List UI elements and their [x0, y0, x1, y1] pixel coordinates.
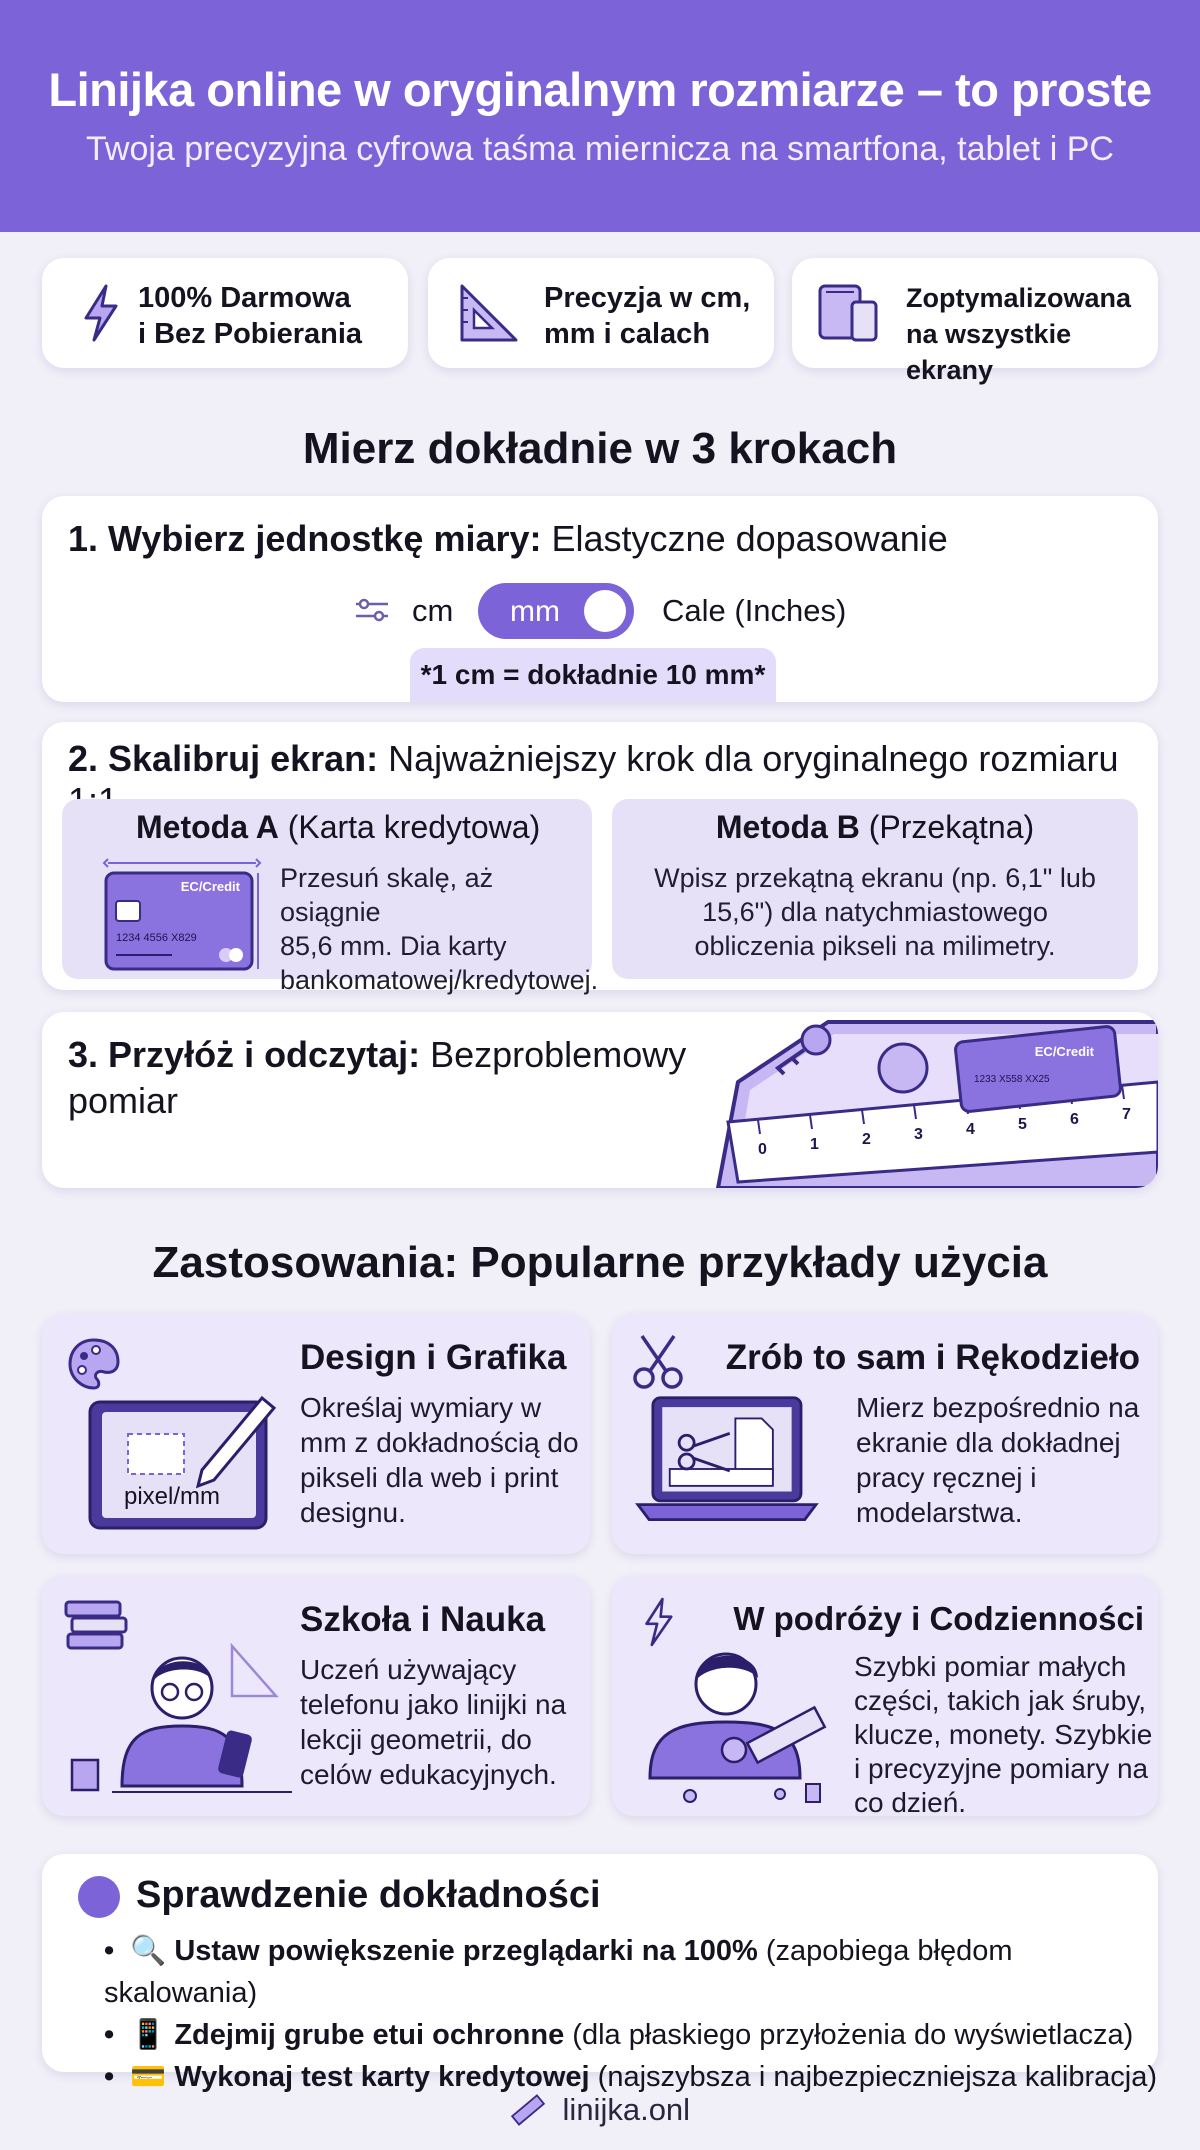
accuracy-dot-icon: [78, 1876, 120, 1918]
svg-text:3: 3: [914, 1126, 923, 1143]
tablet-pen-illustration: [82, 1380, 282, 1540]
feature-screens-text: Zoptymalizowana na wszystkie ekrany: [906, 283, 1132, 385]
svg-text:5: 5: [1018, 1116, 1027, 1133]
step1-title: 1. Wybierz jednostkę miary: Elastyczne dopasowanie: [68, 518, 948, 559]
page-subtitle: Twoja precyzyjna cyfrowa taśma miernicza na smartfona, tablet i PC: [86, 130, 1114, 168]
use-school-title: Szkoła i Nauka: [300, 1600, 546, 1639]
method-b-panel: [612, 799, 1138, 979]
uses-title: Zastosowania: Popularne przykłady użycia: [152, 1238, 1048, 1287]
use-card-diy: [612, 1314, 1158, 1554]
svg-text:1: 1: [810, 1136, 819, 1153]
svg-text:6: 6: [1070, 1111, 1079, 1128]
step3-title: 3. Przyłóż i odczytaj: Bezproblemowy pomiar: [68, 1034, 687, 1121]
use-design-title: Design i Grafika: [300, 1338, 567, 1377]
set-square-icon: [456, 280, 522, 346]
man-measuring-illustration: [630, 1638, 850, 1808]
use-diy-desc: Mierz bezpośrednio na ekranie dla dokładnej pracy ręcznej i modelarstwa.: [856, 1392, 1140, 1528]
phone-ruler-illustration: [698, 1012, 1158, 1188]
method-b-description: Wpisz przekątną ekranu (np. 6,1" lub 15,6") dla natychmiastowego obliczenia pikseli na milimetry.: [654, 863, 1096, 961]
svg-text:pixel/mm: pixel/mm: [124, 1483, 221, 1510]
use-school-desc: Uczeń używający telefonu jako linijki na lekcji geometrii, do celów edukacyjnych.: [300, 1654, 567, 1790]
header-banner: [0, 0, 1200, 232]
svg-text:EC/Credit: EC/Credit: [1034, 1044, 1094, 1059]
scissors-icon: [628, 1332, 688, 1392]
svg-text:1233 X558 XX25: 1233 X558 XX25: [974, 1074, 1050, 1085]
steps-title: Mierz dokładnie w 3 krokach: [302, 424, 898, 473]
method-b-title: Metoda B (Przekątna): [715, 809, 1035, 845]
use-diy-title: Zrób to sam i Rękodzieło: [725, 1338, 1140, 1377]
toggle-knob: [584, 590, 626, 632]
unit-cm-option[interactable]: cm: [412, 593, 454, 628]
laptop-illustration: [626, 1394, 826, 1544]
coin-icon: [879, 1044, 927, 1092]
unit-toggle-row: [42, 581, 1158, 641]
accuracy-item: • 📱 Zdejmij grube etui ochronne (dla płaskiego przyłożenia do wyświetlacza): [104, 2014, 1158, 2056]
step2-card: [42, 722, 1158, 995]
method-a-description: Przesuń skalę, aż osiągnie 85,6 mm. Dia karty bankomatowej/kredytowej.: [280, 863, 599, 995]
feature-card-precision: [428, 258, 774, 368]
page-title: Linijka online w oryginalnym rozmiarze – to proste: [48, 63, 1152, 116]
student-illustration: [62, 1636, 302, 1806]
svg-text:1234 4556 X829: 1234 4556 X829: [116, 932, 197, 944]
unit-inches-option[interactable]: Cale (Inches): [662, 593, 847, 628]
footer-site-link[interactable]: linijka.onl: [562, 2091, 691, 2127]
accuracy-item: • 💳 Wykonaj test karty kredytowej (najszybsza i najbezpieczniejsza kalibracja): [104, 2056, 1158, 2098]
feature-precision-text: Precyzja w cm, mm i calach: [544, 282, 751, 350]
credit-card-icon: [102, 855, 262, 975]
method-a-panel: [62, 799, 599, 995]
accuracy-list: [104, 1930, 1158, 2098]
sliders-icon: [352, 595, 392, 625]
magnifier-icon: 🔍: [130, 1935, 167, 1967]
accuracy-title: Sprawdzenie dokładności: [136, 1874, 601, 1916]
feature-card-screens: [792, 258, 1158, 385]
step1-card: [42, 496, 1158, 702]
phone-icon: 📱: [130, 2019, 167, 2051]
unit-mm-label: mm: [510, 595, 560, 628]
use-travel-title: W podróży i Codzienności: [733, 1600, 1144, 1637]
svg-text:0: 0: [758, 1141, 767, 1158]
step3-card: [42, 1012, 1158, 1188]
devices-icon: [816, 280, 882, 346]
accuracy-item: • 🔍 Ustaw powiększenie przeglądarki na 100% (zapobiega błędom skalowania): [104, 1930, 1158, 2014]
feature-free-text: 100% Darmowa i Bez Pobierania: [138, 282, 363, 350]
use-travel-desc: Szybki pomiar małych części, takich jak śruby, klucze, monety. Szybkie i precyzyjne pomiary na co dzień.: [854, 1651, 1153, 1818]
use-card-travel: [612, 1576, 1158, 1816]
credit-card-emoji-icon: 💳: [130, 2061, 167, 2093]
svg-text:7: 7: [1122, 1106, 1131, 1123]
lightning-icon: [68, 280, 134, 346]
svg-text:2: 2: [862, 1131, 871, 1148]
ruler-icon: [510, 2092, 546, 2128]
svg-text:EC/Credit: EC/Credit: [180, 879, 240, 894]
step2-title: 2. Skalibruj ekran: Najważniejszy krok dla oryginalnego rozmiaru: [68, 738, 1119, 779]
method-a-title: Metoda A (Karta kredytowa): [136, 809, 541, 845]
use-design-desc: Określaj wymiary w mm z dokładnością do pikseli dla web i print designu.: [300, 1392, 579, 1528]
svg-text:4: 4: [966, 1121, 975, 1138]
conversion-note: *1 cm = dokładnie 10 mm*: [410, 648, 776, 702]
use-card-school: [42, 1576, 590, 1816]
unit-mm-toggle[interactable]: [478, 583, 634, 639]
credit-card-small: [955, 1026, 1121, 1112]
footer: [0, 2090, 1200, 2128]
feature-card-free: [42, 258, 408, 368]
use-card-design: [42, 1314, 590, 1554]
accuracy-card: [42, 1854, 1158, 2093]
